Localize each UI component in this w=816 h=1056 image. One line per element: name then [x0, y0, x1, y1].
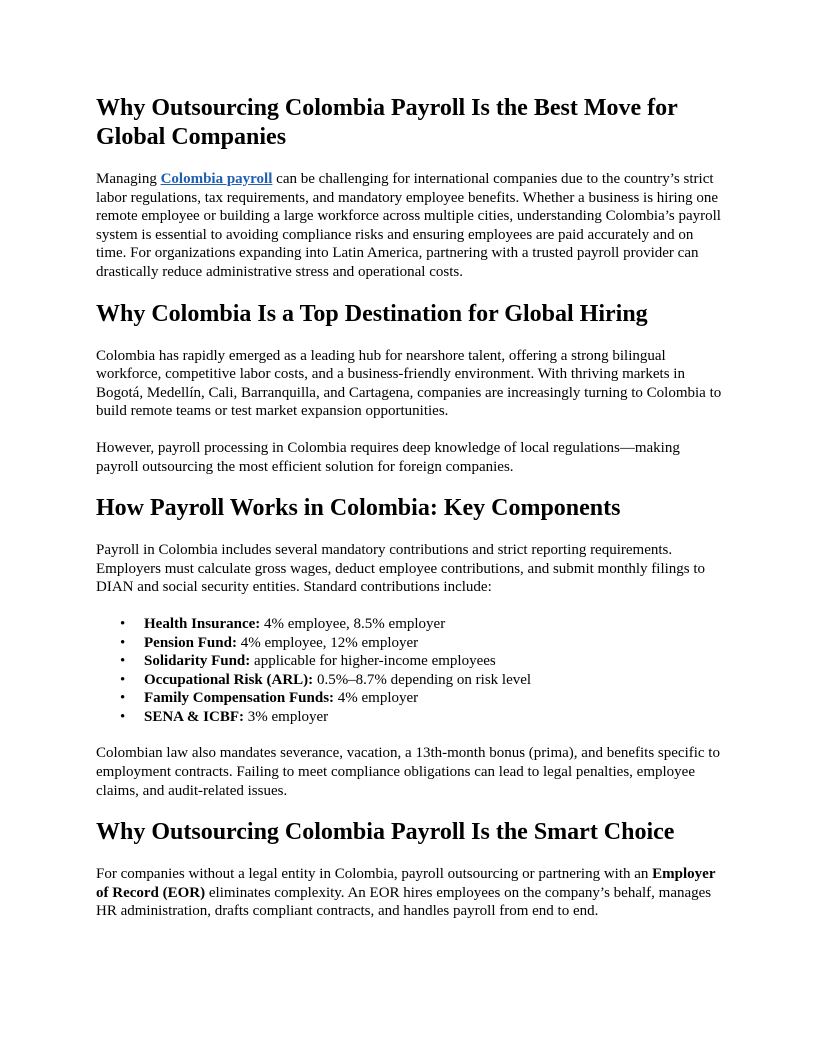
bullet-icon: •: [120, 671, 126, 688]
intro-text-before: Managing: [96, 171, 161, 187]
bullet-icon: •: [120, 653, 126, 670]
list-item-text: 4% employer: [334, 690, 419, 707]
list-item-text: applicable for higher-income employees: [250, 653, 496, 670]
eor-term: Employer of Record (EOR): [96, 866, 716, 901]
bullet-icon: •: [120, 634, 126, 651]
intro-text-after: can be challenging for international companies due to the country’s strict labor regulations, tax requirements, and mandatory employee benefits. Whether a business is hiring one remote employee or building a large workforce across multiple cities, understanding Colombia’s payroll system is essential to avoiding compliance risks and ensuring employees are paid accurately and on time. For organizations expanding into Latin America, partnering with a trusted payroll provider can drastically reduce administrative stress and operational costs.: [96, 171, 721, 280]
list-item: [120, 671, 726, 690]
smart-choice-text-before: For companies without a legal entity in Colombia, payroll outsourcing or partnering with an: [96, 866, 653, 883]
list-item: [120, 689, 726, 708]
smart-choice-paragraph: [96, 865, 726, 921]
list-item-text: 0.5%–8.7% depending on risk level: [313, 671, 532, 688]
document-page: [96, 94, 726, 939]
bullet-icon: •: [120, 615, 126, 632]
list-item: [120, 708, 726, 727]
colombia-payroll-link[interactable]: Colombia payroll: [160, 171, 273, 187]
list-item-label: SENA & ICBF:: [144, 708, 245, 725]
list-item-label: Health Insurance:: [144, 615, 261, 632]
list-item-label: Family Compensation Funds:: [144, 690, 335, 707]
section-heading-key-components: How Payroll Works in Colombia: Key Components: [96, 495, 621, 522]
list-item-text: 4% employee, 12% employer: [236, 634, 419, 651]
list-item: [120, 652, 726, 671]
list-item-text: 3% employer: [244, 708, 329, 725]
key-components-paragraph-1: Payroll in Colombia includes several mandatory contributions and strict reporting requirements. Employers must calculate gross wages, deduct employee contributions, and submit monthly filings to DIAN and social security entities. Standard contributions include:: [96, 542, 706, 596]
section-heading-smart-choice: Why Outsourcing Colombia Payroll Is the Smart Choice: [96, 819, 675, 846]
list-item-text: 4% employee, 8.5% employer: [260, 615, 446, 632]
key-components-paragraph-2: Colombian law also mandates severance, vacation, a 13th-month bonus (prima), and benefits specific to employment contracts. Failing to meet compliance obligations can lead to legal penalties, employee claims, and audit-related issues.: [96, 745, 720, 799]
bullet-icon: •: [120, 708, 126, 725]
list-item: [120, 634, 726, 653]
bullet-icon: •: [120, 690, 126, 707]
list-item-label: Solidarity Fund:: [144, 653, 251, 670]
contributions-list: [96, 615, 726, 727]
list-item-label: Pension Fund:: [144, 634, 237, 651]
global-hiring-paragraph-1: Colombia has rapidly emerged as a leading hub for nearshore talent, offering a strong bilingual workforce, competitive labor costs, and a business-friendly environment. With thriving markets in Bogotá, Medellín, Cali, Barranquilla, and Cartagena, companies are increasingly turning to Colombia to build remote teams or test market expansion opportunities.: [96, 347, 722, 420]
section-heading-global-hiring: Why Colombia Is a Top Destination for Global Hiring: [96, 300, 648, 327]
list-item-label: Occupational Risk (ARL):: [144, 671, 314, 688]
page-title: Why Outsourcing Colombia Payroll Is the Best Move for Global Companies: [96, 95, 678, 150]
list-item: [120, 615, 726, 634]
global-hiring-paragraph-2: However, payroll processing in Colombia requires deep knowledge of local regulations—making payroll outsourcing the most efficient solution for foreign companies.: [96, 439, 680, 475]
smart-choice-text-after: eliminates complexity. An EOR hires employees on the company’s behalf, manages HR administration, drafts compliant contracts, and handles payroll from end to end.: [96, 884, 712, 920]
intro-paragraph: [96, 170, 726, 282]
